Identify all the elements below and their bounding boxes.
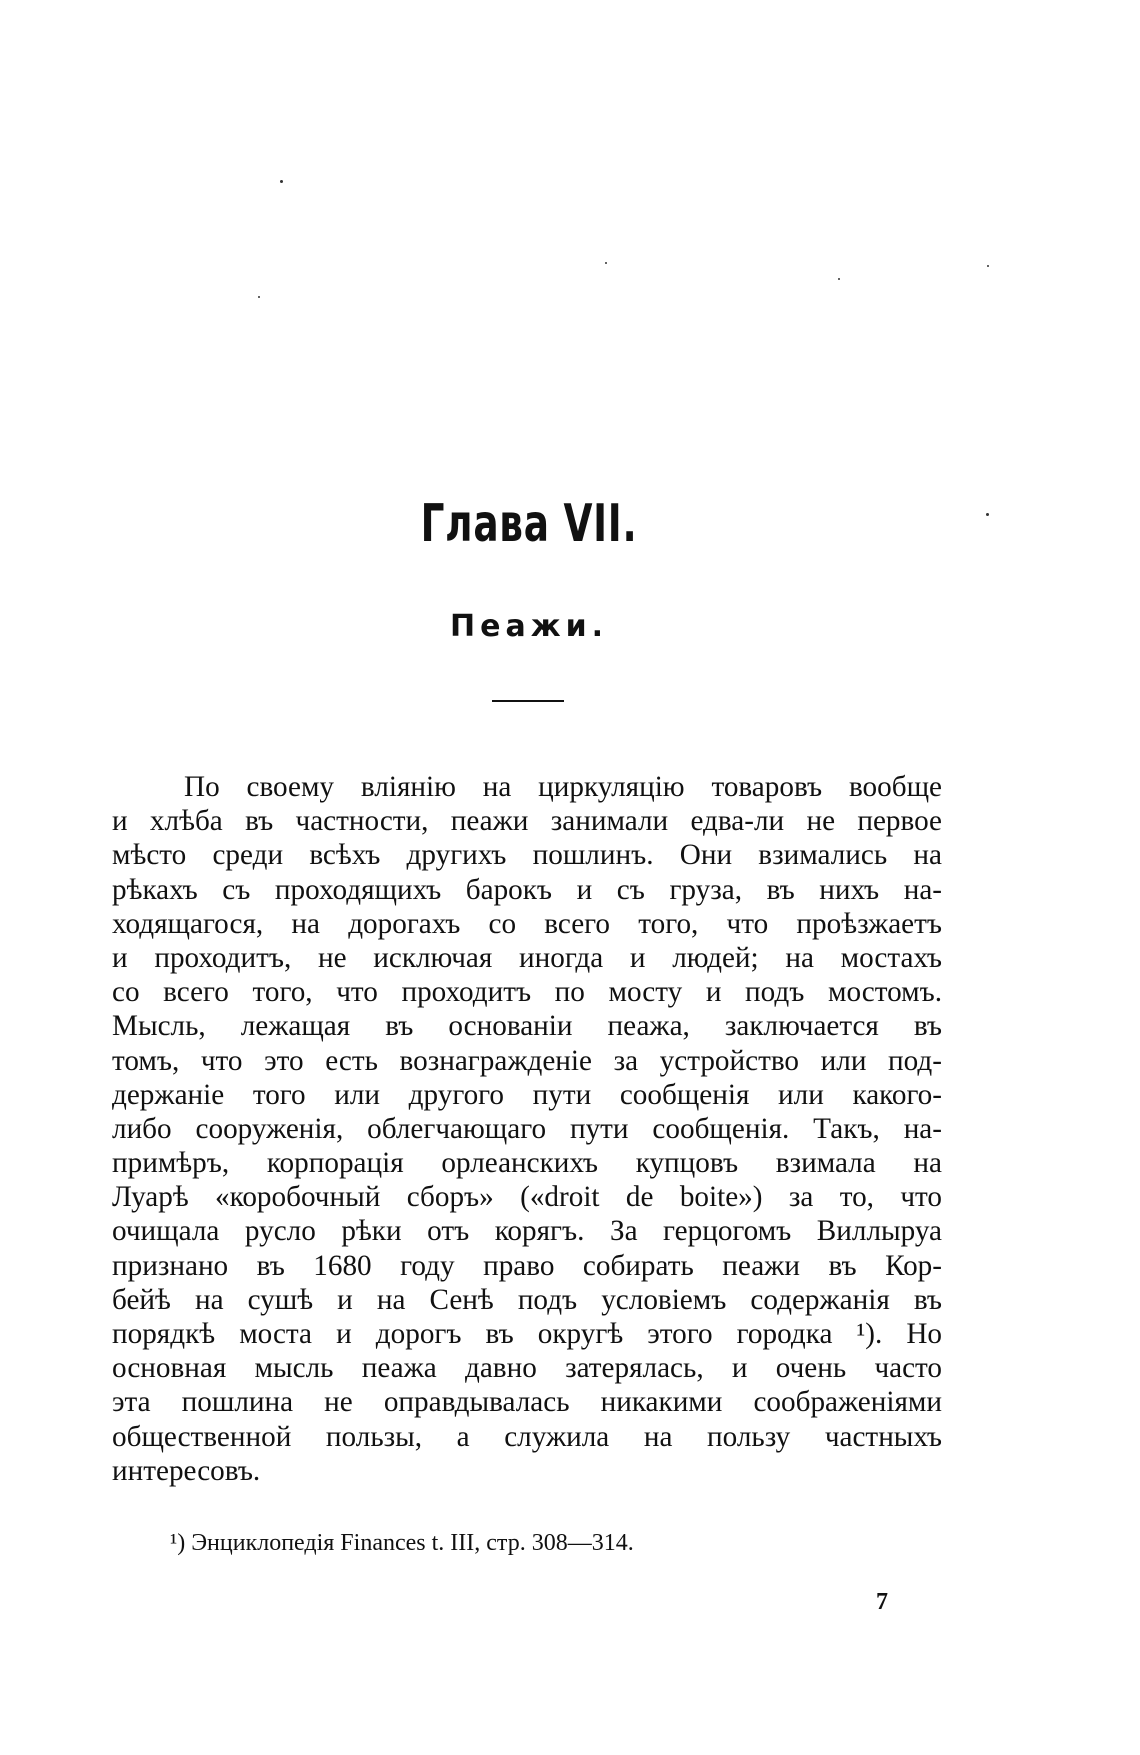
scan-speck xyxy=(280,180,283,183)
paragraph-line: основная мысль пеажа давно затерялась, и очень часто xyxy=(112,1352,942,1385)
scan-speck xyxy=(258,296,260,298)
paragraph-line: либо сооруженія, облегчающаго пути сообщенія. Такъ, на- xyxy=(112,1112,942,1145)
footnote xyxy=(170,1528,634,1558)
paragraph-line: общественной пользы, а служила на пользу частныхъ xyxy=(112,1420,942,1453)
footnote-text: Энциклопедія Finances t. III, стр. 308—314. xyxy=(191,1530,634,1556)
page-number: 7 xyxy=(876,1589,888,1615)
paragraph-line: признано въ 1680 году право собирать пеажи въ Кор- xyxy=(112,1249,942,1282)
chapter-title: Глава VII. xyxy=(420,494,638,554)
paragraph-line: бейѣ на сушѣ и на Сенѣ подъ условіемъ содержанія въ xyxy=(112,1283,942,1316)
footnote-marker: ¹) xyxy=(170,1530,186,1556)
paragraph-line: и проходитъ, не исключая иногда и людей; на мостахъ xyxy=(112,941,942,974)
paragraph-line: интересовъ. xyxy=(112,1454,261,1487)
chapter-subtitle: Пеажи. xyxy=(450,609,608,644)
paragraph-line: держаніе того или другого пути сообщенія или какого- xyxy=(112,1078,942,1111)
paragraph-line: порядкѣ моста и дорогъ въ округѣ этого городка ¹). Но xyxy=(112,1318,942,1350)
title-divider xyxy=(492,700,564,702)
scan-speck xyxy=(986,513,989,516)
paragraph-line: примѣръ, корпорація орлеанскихъ купцовъ взимала на xyxy=(112,1147,942,1180)
scan-speck xyxy=(838,278,840,280)
paragraph-line: ходящагося, на дорогахъ со всего того, что проѣзжаетъ xyxy=(112,907,942,940)
paragraph-line: томъ, что это есть вознагражденіе за устройство или под- xyxy=(112,1044,942,1077)
body-paragraph xyxy=(112,770,942,1488)
paragraph-line: мѣсто среди всѣхъ другихъ пошлинъ. Они взимались на xyxy=(112,839,942,872)
paragraph-line: рѣкахъ съ проходящихъ барокъ и съ груза, въ нихъ на- xyxy=(112,873,942,906)
scan-speck xyxy=(605,262,607,264)
paragraph-line: По своему вліянію на циркуляцію товаровъ вообще xyxy=(184,771,942,803)
scan-speck xyxy=(987,265,989,267)
paragraph-line: и хлѣба въ частности, пеажи занимали едва-ли не первое xyxy=(112,805,942,838)
paragraph-line: Луарѣ «коробочный сборъ» («droit de boite») за то, что xyxy=(112,1181,942,1214)
paragraph-line: со всего того, что проходитъ по мосту и подъ мостомъ. xyxy=(112,976,942,1009)
paragraph-line: Мысль, лежащая въ основаніи пеажа, заключается въ xyxy=(112,1010,942,1043)
paragraph-line: очищала русло рѣки отъ корягъ. За герцогомъ Виллыруа xyxy=(112,1215,942,1248)
paragraph-line: эта пошлина не оправдывалась никакими соображеніями xyxy=(112,1386,942,1419)
